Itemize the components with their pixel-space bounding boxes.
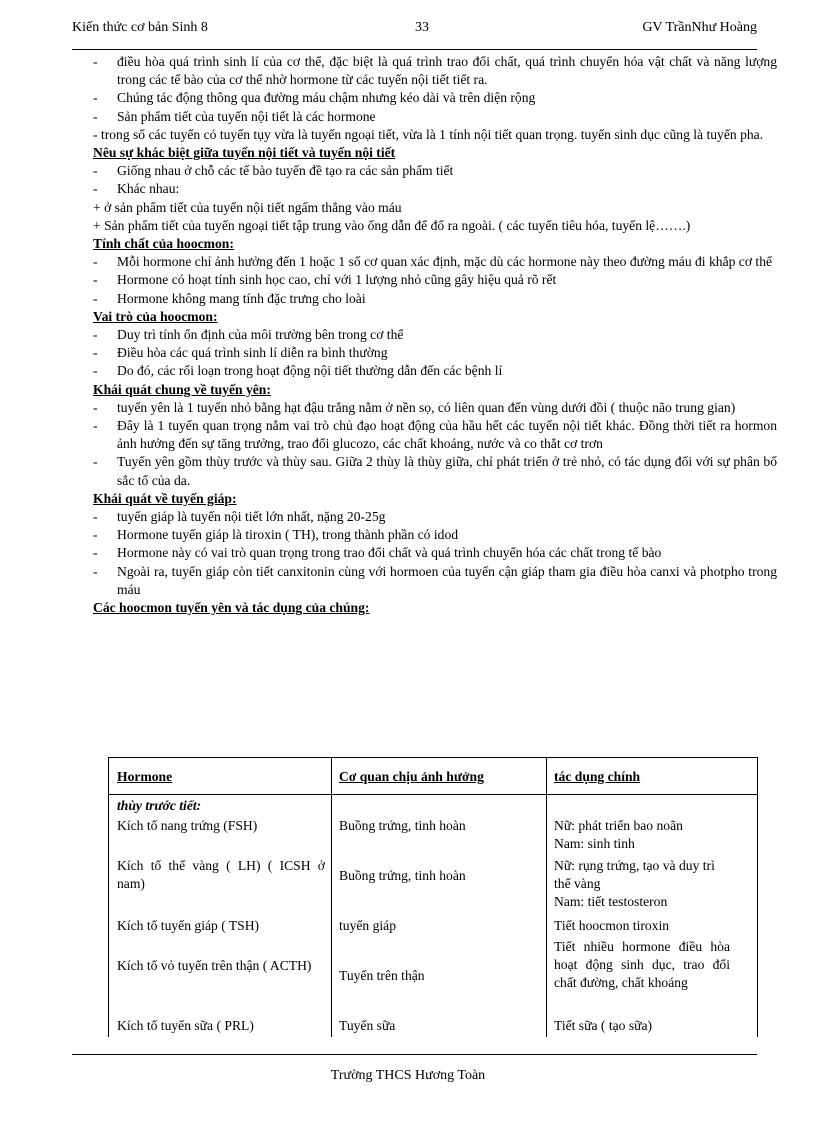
pituitary-bullet: - Tuyến yên gồm thùy trước và thùy sau. Giữa 2 thùy là thùy giữa, chỉ phát triển ở trẻ nhỏ, có tác dụng đối với sự phân bố sắc tố của da. — [93, 453, 777, 489]
author-name: GV TrầnNhư Hoàng — [642, 20, 757, 35]
table-cell-organ: tuyến giáp — [339, 918, 397, 933]
difference-detail: + Sản phẩm tiết của tuyến ngoại tiết tập trung vào ống dẫn để đổ ra ngoài. ( các tuyến tiêu hóa, tuyến lệ…….) — [93, 217, 691, 233]
table-cell-hormone: Kích tố tuyến giáp ( TSH) — [117, 918, 260, 933]
table-cell-hormone: Kích tố thể vàng ( LH) ( ICSH ở nam) — [117, 858, 325, 892]
thyroid-bullet: - tuyến giáp là tuyến nội tiết lớn nhất, nặng 20-25g — [93, 508, 777, 526]
thyroid-bullet: - Hormone tuyến giáp là tiroxin ( TH), trong thành phần có idod — [93, 526, 777, 544]
hormone-table — [108, 757, 758, 1037]
footer-divider — [72, 1054, 757, 1055]
role-bullet: - Điều hòa các quá trình sinh lí diễn ra bình thường — [93, 344, 777, 362]
table-cell-effect: Nữ: rụng trứng, tạo và duy trì thể vàng Nam: tiết testosteron — [554, 858, 715, 910]
table-cell-organ: Buồng trứng, tinh hoàn — [339, 818, 466, 833]
table-header-effect: tác dụng chính — [554, 769, 641, 784]
page-content — [93, 53, 777, 617]
difference-bullet: - Khác nhau: — [93, 180, 777, 198]
page-header — [72, 20, 757, 42]
table-column-divider — [546, 758, 547, 1037]
table-header-hormone: Hormone — [117, 769, 173, 784]
section-heading-pituitary: Khái quát chung về tuyến yên: — [93, 381, 271, 397]
thyroid-bullet: - Hormone này có vai trò quan trọng trong trao đổi chất và quá trình chuyển hóa các chất trong tế bào — [93, 544, 777, 562]
page-number: 33 — [415, 20, 429, 35]
intro-note: - trong số các tuyến có tuyến tụy vừa là tuyến ngoại tiết, vừa là 1 tính nội tiết quan trọng. tuyến sinh dục cũng là tuyến pha. — [93, 126, 764, 142]
header-divider — [72, 49, 757, 50]
table-cell-hormone: Kích tố vỏ tuyến trên thận ( ACTH) — [117, 958, 312, 973]
table-cell-organ: Tuyến trên thận — [339, 968, 425, 983]
section-heading-pituitary-hormones: Các hoocmon tuyến yên và tác dụng của chúng: — [93, 600, 370, 616]
table-cell-hormone: Kích tố nang trứng (FSH) — [117, 818, 258, 833]
document-title: Kiến thức cơ bản Sinh 8 — [72, 20, 208, 35]
section-heading-roles: Vai trò của hoocmon: — [93, 308, 218, 324]
thyroid-bullet: - Ngoài ra, tuyến giáp còn tiết canxitonin cùng với hormoen của tuyến cận giáp tham gia điều hòa canxi và photpho trong máu — [93, 563, 777, 599]
property-bullet: - Mỗi hormone chỉ ảnh hưởng đến 1 hoặc 1 số cơ quan xác định, mặc dù các hormone này theo đường máu đi khắp cơ thể — [93, 253, 777, 271]
pituitary-bullet: - tuyến yên là 1 tuyến nhỏ bằng hạt đậu trắng nằm ở nền sọ, có liên quan đến vùng dưới đồi ( thuộc não trung gian) — [93, 399, 777, 417]
table-column-divider — [331, 758, 332, 1037]
table-cell-effect: Tiết nhiều hormone điều hòa hoạt động sinh dục, trao đổi chất đường, chất khoáng — [554, 939, 730, 991]
section-heading-thyroid: Khái quát về tuyến giáp: — [93, 490, 237, 506]
page-footer: Trường THCS Hương Toàn — [330, 1068, 486, 1083]
pituitary-bullet: - Đây là 1 tuyến quan trọng nắm vai trò chủ đạo hoạt động của hầu hết các tuyến nội tiết khác. Đồng thời tiết ra hormon ảnh hưởng đến sự tăng trưởng, trao đổi glucozo, các chất khoáng, nước và co thắt cơ trơn — [93, 417, 777, 453]
intro-bullet: - điều hòa quá trình sinh lí của cơ thể, đặc biệt là quá trình trao đổi chất, quá trình chuyển hóa vật chất và năng lượng trong các tế bào của cơ thể nhờ hormone từ các tuyến nội tiết tiết ra. — [93, 53, 777, 89]
property-bullet: - Hormone không mang tính đặc trưng cho loài — [93, 290, 777, 308]
table-cell-effect: Tiết hoocmon tiroxin — [554, 918, 670, 933]
table-cell-effect: Nữ: phát triển bao noãn Nam: sinh tinh — [554, 818, 683, 852]
intro-bullet: - Sản phẩm tiết của tuyến nội tiết là các hormone — [93, 108, 777, 126]
role-bullet: - Do đó, các rối loạn trong hoạt động nội tiết thường dẫn đến các bệnh lí — [93, 362, 777, 380]
intro-bullet: - Chúng tác động thông qua đường máu chậm nhưng kéo dài và trên diện rộng — [93, 89, 777, 107]
property-bullet: - Hormone có hoạt tính sinh học cao, chỉ với 1 lượng nhỏ cũng gây hiệu quả rõ rết — [93, 271, 777, 289]
table-cell-organ: Buồng trứng, tinh hoàn — [339, 868, 466, 883]
section-heading-differences: Nêu sự khác biệt giữa tuyến nội tiết và tuyến nội tiết — [93, 145, 396, 161]
section-heading-properties: Tính chất của hoocmon: — [93, 236, 234, 252]
table-cell-hormone: Kích tố tuyến sữa ( PRL) — [117, 1018, 254, 1033]
table-cell-organ: Tuyến sữa — [339, 1018, 396, 1033]
table-header-divider — [109, 794, 757, 795]
table-cell-effect: Tiết sữa ( tạo sữa) — [554, 1018, 653, 1033]
difference-bullet: - Giống nhau ở chỗ các tế bào tuyến đề tạo ra các sản phẩm tiết — [93, 162, 777, 180]
role-bullet: - Duy trì tính ổn định của môi trường bên trong cơ thể — [93, 326, 777, 344]
table-header-organ: Cơ quan chịu ảnh hưởng — [339, 769, 484, 784]
difference-detail: + ở sản phẩm tiết của tuyến nội tiết ngấm thẳng vào máu — [93, 199, 402, 215]
table-group-label: thùy trước tiết: — [117, 798, 202, 813]
